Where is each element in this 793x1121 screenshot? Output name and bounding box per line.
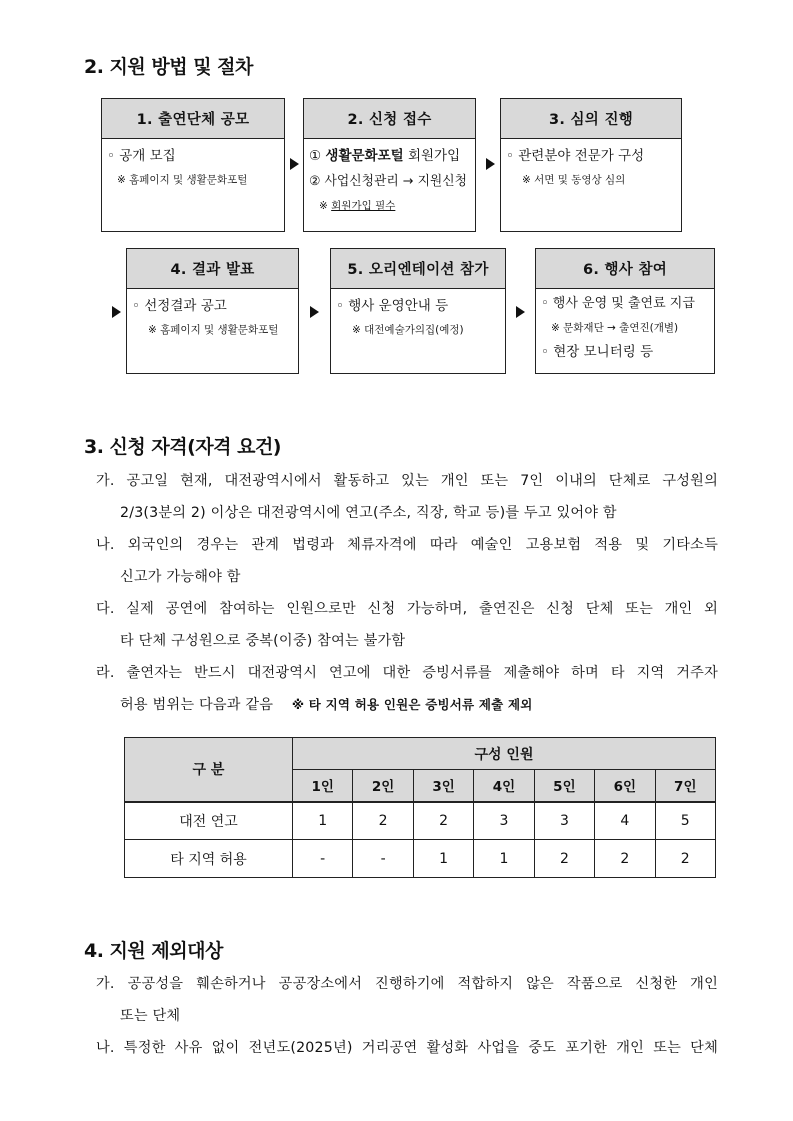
step-1-line: ◦ 공개 모집: [107, 148, 176, 164]
table-cell: 2: [655, 840, 715, 878]
table-cell: 2: [413, 802, 473, 840]
table-col-header: 7인: [655, 770, 715, 802]
list-item: 가. 공공성을 훼손하거나 공공장소에서 진행하기에 적합하지 않은 작품으로 신청한 개인: [96, 976, 718, 992]
step-5-note: ※ 대전예술가의집(예정): [352, 324, 464, 336]
list-item: 가. 공고일 현재, 대전광역시에서 활동하고 있는 개인 또는 7인 이내의 단체로 구성원의: [96, 473, 718, 489]
step-4-box: [126, 248, 299, 374]
list-item-cont: [96, 689, 718, 721]
table-cell: 2: [595, 840, 655, 878]
step-2-box: [303, 98, 476, 232]
list-item-text: 허용 범위는 다음과 같음: [120, 697, 274, 713]
table-col-header: 5인: [534, 770, 594, 802]
table-cell: 3: [474, 802, 534, 840]
table-col-header: 6인: [595, 770, 655, 802]
member-table: [124, 737, 716, 878]
step-4-note: ※ 홈페이지 및 생활문화포털: [148, 324, 279, 336]
step-4-title: 4. 결과 발표: [127, 249, 298, 289]
step-1-title: 1. 출연단체 공모: [102, 99, 284, 139]
arrow-right-icon: [290, 158, 299, 170]
table-cell: 1: [474, 840, 534, 878]
table-col-header: 3인: [413, 770, 473, 802]
table-cell: -: [353, 840, 413, 878]
table-cell: 5: [655, 802, 715, 840]
step-2-note: [309, 195, 470, 217]
arrow-right-icon: [516, 306, 525, 318]
table-cell: 2: [353, 802, 413, 840]
step-5-box: [330, 248, 506, 374]
step-2-line-2: ② 사업신청관리 → 지원신청: [309, 174, 468, 189]
table-cell: 2: [534, 840, 594, 878]
table-col-header: 2인: [353, 770, 413, 802]
table-cell: 4: [595, 802, 655, 840]
row-label: 대전 연고: [125, 802, 293, 840]
section-4-title: 4. 지원 제외대상: [84, 940, 223, 962]
exclusion-note: ※ 타 지역 허용 인원은 증빙서류 제출 제외: [291, 697, 533, 712]
list-item-cont: 신고가 가능해야 함: [120, 569, 241, 585]
note-mark: ※: [319, 200, 328, 212]
table-cell: -: [293, 840, 353, 878]
step-2-note-text: 회원가입 필수: [331, 200, 396, 212]
list-item: 라. 출연자는 반드시 대전광역시 연고에 대한 증빙서류를 제출해야 하며 타 지역 거주자: [96, 665, 718, 681]
step-2-signup: 회원가입: [407, 148, 461, 164]
arrow-right-icon: [310, 306, 319, 318]
step-3-title: 3. 심의 진행: [501, 99, 681, 139]
arrow-right-icon: [486, 158, 495, 170]
step-2-portal: 생활문화포털: [325, 148, 404, 164]
step-6-line-2: ◦ 현장 모니터링 등: [541, 344, 654, 360]
step-6-box: [535, 248, 715, 374]
section-3-title: 3. 신청 자격(자격 요건): [84, 436, 281, 458]
list-item-cont: 2/3(3분의 2) 이상은 대전광역시에 연고(주소, 직장, 학교 등)를 두고 있어야 함: [120, 505, 617, 521]
table-col-header: 1인: [293, 770, 353, 802]
table-row: [125, 802, 716, 840]
table-row: [125, 840, 716, 878]
section-2-title: 2. 지원 방법 및 절차: [84, 56, 253, 78]
table-cell: 1: [293, 802, 353, 840]
step-3-note: ※ 서면 및 동영상 심의: [522, 174, 626, 186]
table-group-header: 구성 인원: [293, 738, 716, 770]
arrow-right-icon: [112, 306, 121, 318]
list-item: 다. 실제 공연에 참여하는 인원으로만 신청 가능하며, 출연진은 신청 단체 또는 개인 외: [96, 601, 718, 617]
step-6-title: 6. 행사 참여: [536, 249, 714, 289]
step-1-box: [101, 98, 285, 232]
table-cell: 3: [534, 802, 594, 840]
table-cell: 1: [413, 840, 473, 878]
table-col-header: 4인: [474, 770, 534, 802]
row-label: 타 지역 허용: [125, 840, 293, 878]
list-item: 나. 특정한 사유 없이 전년도(2025년) 거리공연 활성화 사업을 중도 포기한 개인 또는 단체: [96, 1040, 718, 1056]
step-4-line: ◦ 선정결과 공고: [132, 298, 227, 314]
step-6-line-1: ◦ 행사 운영 및 출연료 지급: [541, 296, 695, 311]
section-3-list: [96, 465, 718, 721]
step-2-title: 2. 신청 접수: [304, 99, 475, 139]
list-item-cont: 또는 단체: [120, 1008, 181, 1024]
list-item: 나. 외국인의 경우는 관계 법령과 체류자격에 따라 예술인 고용보험 적용 및 기타소득: [96, 537, 718, 553]
step-5-title: 5. 오리엔테이션 참가: [331, 249, 505, 289]
step-5-line: ◦ 행사 운영안내 등: [336, 298, 449, 314]
step-2-line-1: [309, 143, 470, 169]
step-3-line: ◦ 관련분야 전문가 구성: [506, 148, 645, 164]
table-category-header: 구 분: [125, 738, 293, 802]
list-item-cont: 타 단체 구성원으로 중복(이중) 참여는 불가함: [120, 633, 406, 649]
step-3-box: [500, 98, 682, 232]
section-4-list: [96, 968, 718, 1064]
step-6-note: ※ 문화재단 → 출연진(개별): [551, 322, 679, 334]
step-2-num: ①: [309, 148, 322, 164]
step-1-note: ※ 홈페이지 및 생활문화포털: [117, 174, 248, 186]
